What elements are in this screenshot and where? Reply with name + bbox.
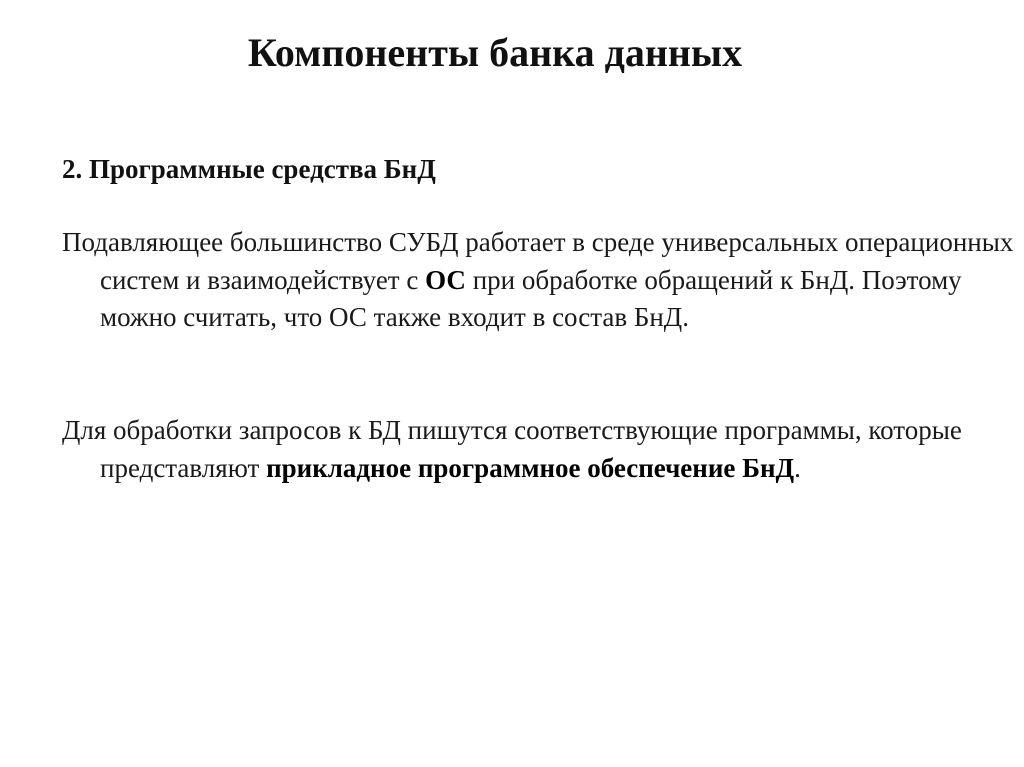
paragraph-applications-text-before: Для обработки запросов к БД пишутся соответствующие программы, которые представляют bbox=[62, 415, 962, 483]
paragraph-applications-bold-term: прикладное программное обеспечение БнД bbox=[266, 452, 795, 483]
paragraph-os-bold-term: ОС bbox=[425, 264, 466, 295]
paragraph-os-text-after: при обработке обращений к БнД. Поэтому можно считать, что ОС также входит в состав БнД. bbox=[100, 264, 962, 332]
slide-title: Компоненты банка данных bbox=[247, 30, 743, 75]
paragraph-applications bbox=[62, 412, 1024, 487]
paragraph-os-text-before: Подавляющее большинство СУБД работает в среде универсальных операционных систем и взаимодействует с bbox=[62, 227, 1014, 295]
paragraph-applications-text-after: . bbox=[794, 452, 801, 483]
section-heading: 2. Программные средства БнД bbox=[62, 154, 436, 184]
paragraph-os bbox=[62, 224, 1024, 337]
